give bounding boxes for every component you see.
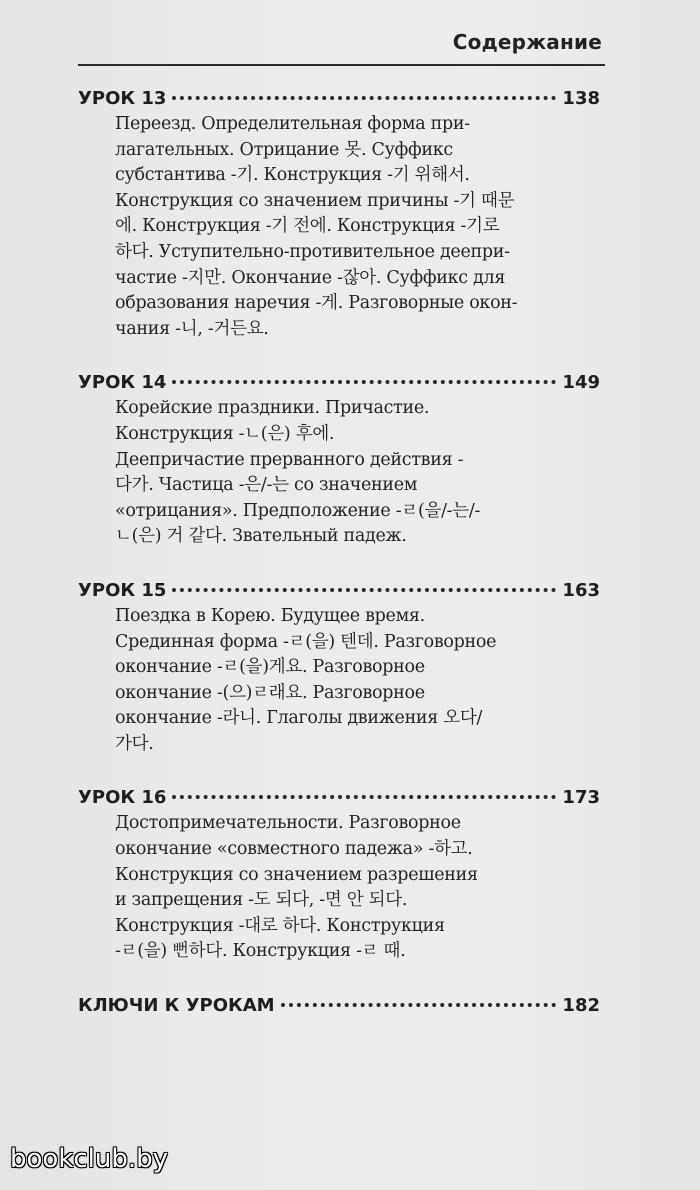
- description-line: -ㄹ(을) 뻔하다. Конструкция -ㄹ 때.: [115, 941, 406, 962]
- description-line: окончание -ㄹ(을)게요. Разговорное: [115, 657, 425, 678]
- dot-leader: [172, 795, 556, 799]
- description-line: окончание «совместного падежа» -하고.: [115, 839, 473, 860]
- description-line: Конструкция со значением разрешения: [115, 864, 478, 885]
- toc-entry-title: УРОК 16: [78, 787, 167, 809]
- description-line: 가다.: [115, 733, 154, 754]
- description-line: образования наречия -게. Разговорные окон-: [115, 293, 518, 314]
- description-line: окончание -라니. Глаголы движения 오다/: [115, 708, 483, 729]
- description-line: «отрицания». Предположение -ㄹ(을/-는/-: [115, 500, 481, 521]
- description-line: 다가. Частица -은/-는 со значением: [115, 475, 418, 496]
- description-line: Корейские праздники. Причастие.: [115, 398, 430, 419]
- description-line: ㄴ(은) 거 같다. Звательный падеж.: [115, 526, 407, 547]
- description-line: Конструкция -대로 하다. Конструкция: [115, 915, 445, 936]
- site-watermark: bookclub.by: [10, 1144, 169, 1174]
- description-line: Конструкция -ㄴ(은) 후에.: [115, 423, 335, 444]
- toc-entry-lesson-13: [78, 86, 600, 342]
- description-line: чания -니, -거든요.: [115, 318, 269, 339]
- toc-entry-description: [115, 112, 555, 342]
- toc-entry-heading: [78, 993, 600, 1019]
- toc-entry-title: КЛЮЧИ К УРОКАМ: [78, 995, 275, 1017]
- toc-entry-heading: [78, 578, 600, 604]
- description-line: Поездка в Корею. Будущее время.: [115, 605, 425, 626]
- toc-entry-heading: [78, 370, 600, 396]
- description-line: Переезд. Определительная форма при-: [115, 114, 470, 134]
- toc-page-number: 182: [562, 995, 600, 1017]
- description-line: Деепричастие прерванного действия -: [115, 449, 464, 470]
- description-line: Конструкция со значением причины -기 때문: [115, 190, 515, 211]
- toc-entry-lesson-16: [78, 785, 600, 965]
- toc-entry-title: УРОК 14: [78, 372, 167, 394]
- header-divider: [78, 64, 605, 66]
- description-line: Срединная форма -ㄹ(을) 텐데. Разговорное: [115, 631, 497, 652]
- description-line: Достопримечательности. Разговорное: [115, 813, 461, 834]
- description-line: субстантива -기. Конструкция -기 위해서.: [115, 165, 470, 186]
- dot-leader: [172, 380, 556, 384]
- toc-page-number: 149: [562, 372, 600, 394]
- description-line: 에. Конструкция -기 전에. Конструкция -기로: [115, 216, 500, 237]
- description-line: и запрещения -도 되다, -면 안 되다.: [115, 890, 408, 911]
- dot-leader: [281, 1003, 557, 1007]
- toc-entry-title: УРОК 13: [78, 88, 167, 109]
- toc-page-number: 138: [562, 88, 600, 109]
- toc-entry-lesson-14: [78, 370, 600, 550]
- dot-leader: [172, 96, 556, 100]
- description-line: частие -지만. Окончание -잖아. Суффикс для: [115, 267, 506, 288]
- toc-page-number: 163: [562, 579, 600, 601]
- toc-entry-lesson-15: [78, 578, 600, 758]
- toc-entry-heading: [78, 785, 600, 811]
- dot-leader: [172, 588, 556, 592]
- table-of-contents: [78, 86, 600, 1047]
- toc-entry-title: УРОК 15: [78, 579, 167, 601]
- description-line: 하다. Уступительно-противительное деепри-: [115, 241, 510, 262]
- description-line: лагательных. Отрицание 못. Суффикс: [115, 139, 453, 160]
- toc-page-number: 173: [562, 787, 600, 809]
- toc-entry-description: [115, 811, 555, 965]
- page-header-title: Содержание: [452, 30, 602, 54]
- toc-entry-answer-keys: [78, 993, 600, 1019]
- toc-entry-description: [115, 396, 555, 550]
- toc-entry-heading: [78, 86, 600, 112]
- toc-entry-description: [115, 604, 555, 758]
- description-line: окончание -(으)ㄹ래요. Разговорное: [115, 682, 425, 703]
